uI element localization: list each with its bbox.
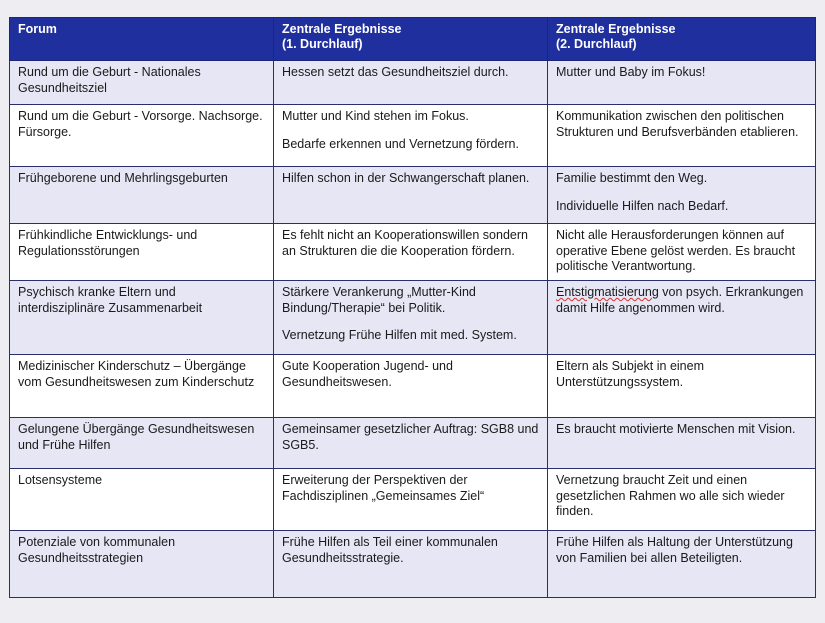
table-row [10,281,816,355]
table-row [10,531,816,598]
cell-results-run-1: Erweiterung der Perspektiven der Fachdisziplinen „Gemeinsames Ziel“ [274,469,548,531]
results-table-container [9,17,815,598]
cell-results-run-1: Stärkere Verankerung „Mutter-Kind Bindung/Therapie“ bei Politik. Vernetzung Frühe Hilfen mit med. System. [274,281,548,355]
cell-results-run-1: Es fehlt nicht an Kooperationswillen sondern an Strukturen die die Kooperation fördern. [274,224,548,281]
cell-results-run-2: Frühe Hilfen als Haltung der Unterstützung von Familien bei allen Beteiligten. [548,531,816,598]
table-row [10,418,816,469]
header-forum: Forum [10,18,274,61]
cell-results-run-2: Eltern als Subjekt in einem Unterstützungssystem. [548,355,816,418]
cell-forum: Lotsensysteme [10,469,274,531]
cell-results-run-1: Frühe Hilfen als Teil einer kommunalen Gesundheitsstrategie. [274,531,548,598]
cell-results-run-1: Mutter und Kind stehen im Fokus. Bedarfe erkennen und Vernetzung fördern. [274,105,548,167]
cell-results-run-2: Entstigmatisierung von psych. Erkrankungen damit Hilfe angenommen wird. [548,281,816,355]
cell-forum: Gelungene Übergänge Gesundheitswesen und Frühe Hilfen [10,418,274,469]
table-row [10,167,816,224]
cell-forum: Frühgeborene und Mehrlingsgeburten [10,167,274,224]
cell-forum: Psychisch kranke Eltern und interdisziplinäre Zusammenarbeit [10,281,274,355]
cell-results-run-2: Vernetzung braucht Zeit und einen gesetzlichen Rahmen wo alle sich wieder finden. [548,469,816,531]
cell-forum: Rund um die Geburt - Vorsorge. Nachsorge. Fürsorge. [10,105,274,167]
cell-forum: Potenziale von kommunalen Gesundheitsstrategien [10,531,274,598]
cell-results-run-1: Gute Kooperation Jugend- und Gesundheitswesen. [274,355,548,418]
results-table [9,17,816,598]
table-row [10,355,816,418]
spellcheck-word: Entstigmatisierung [556,285,659,299]
table-row [10,224,816,281]
table-row [10,61,816,105]
cell-results-run-2: Mutter und Baby im Fokus! [548,61,816,105]
cell-results-run-1: Gemeinsamer gesetzlicher Auftrag: SGB8 und SGB5. [274,418,548,469]
table-row [10,469,816,531]
table-header-row [10,18,816,61]
header-results-run-2: Zentrale Ergebnisse (2. Durchlauf) [548,18,816,61]
table-row [10,105,816,167]
header-results-run-1: Zentrale Ergebnisse (1. Durchlauf) [274,18,548,61]
cell-forum: Medizinischer Kinderschutz – Übergänge vom Gesundheitswesen zum Kinderschutz [10,355,274,418]
cell-results-run-1: Hessen setzt das Gesundheitsziel durch. [274,61,548,105]
cell-results-run-2: Kommunikation zwischen den politischen Strukturen und Berufsverbänden etablieren. [548,105,816,167]
cell-results-run-2: Es braucht motivierte Menschen mit Vision. [548,418,816,469]
cell-results-run-1: Hilfen schon in der Schwangerschaft planen. [274,167,548,224]
cell-forum: Frühkindliche Entwicklungs- und Regulationsstörungen [10,224,274,281]
cell-results-run-2: Nicht alle Herausforderungen können auf operative Ebene gelöst werden. Es braucht politische Verantwortung. [548,224,816,281]
cell-results-run-2: Familie bestimmt den Weg. Individuelle Hilfen nach Bedarf. [548,167,816,224]
cell-forum: Rund um die Geburt - Nationales Gesundheitsziel [10,61,274,105]
